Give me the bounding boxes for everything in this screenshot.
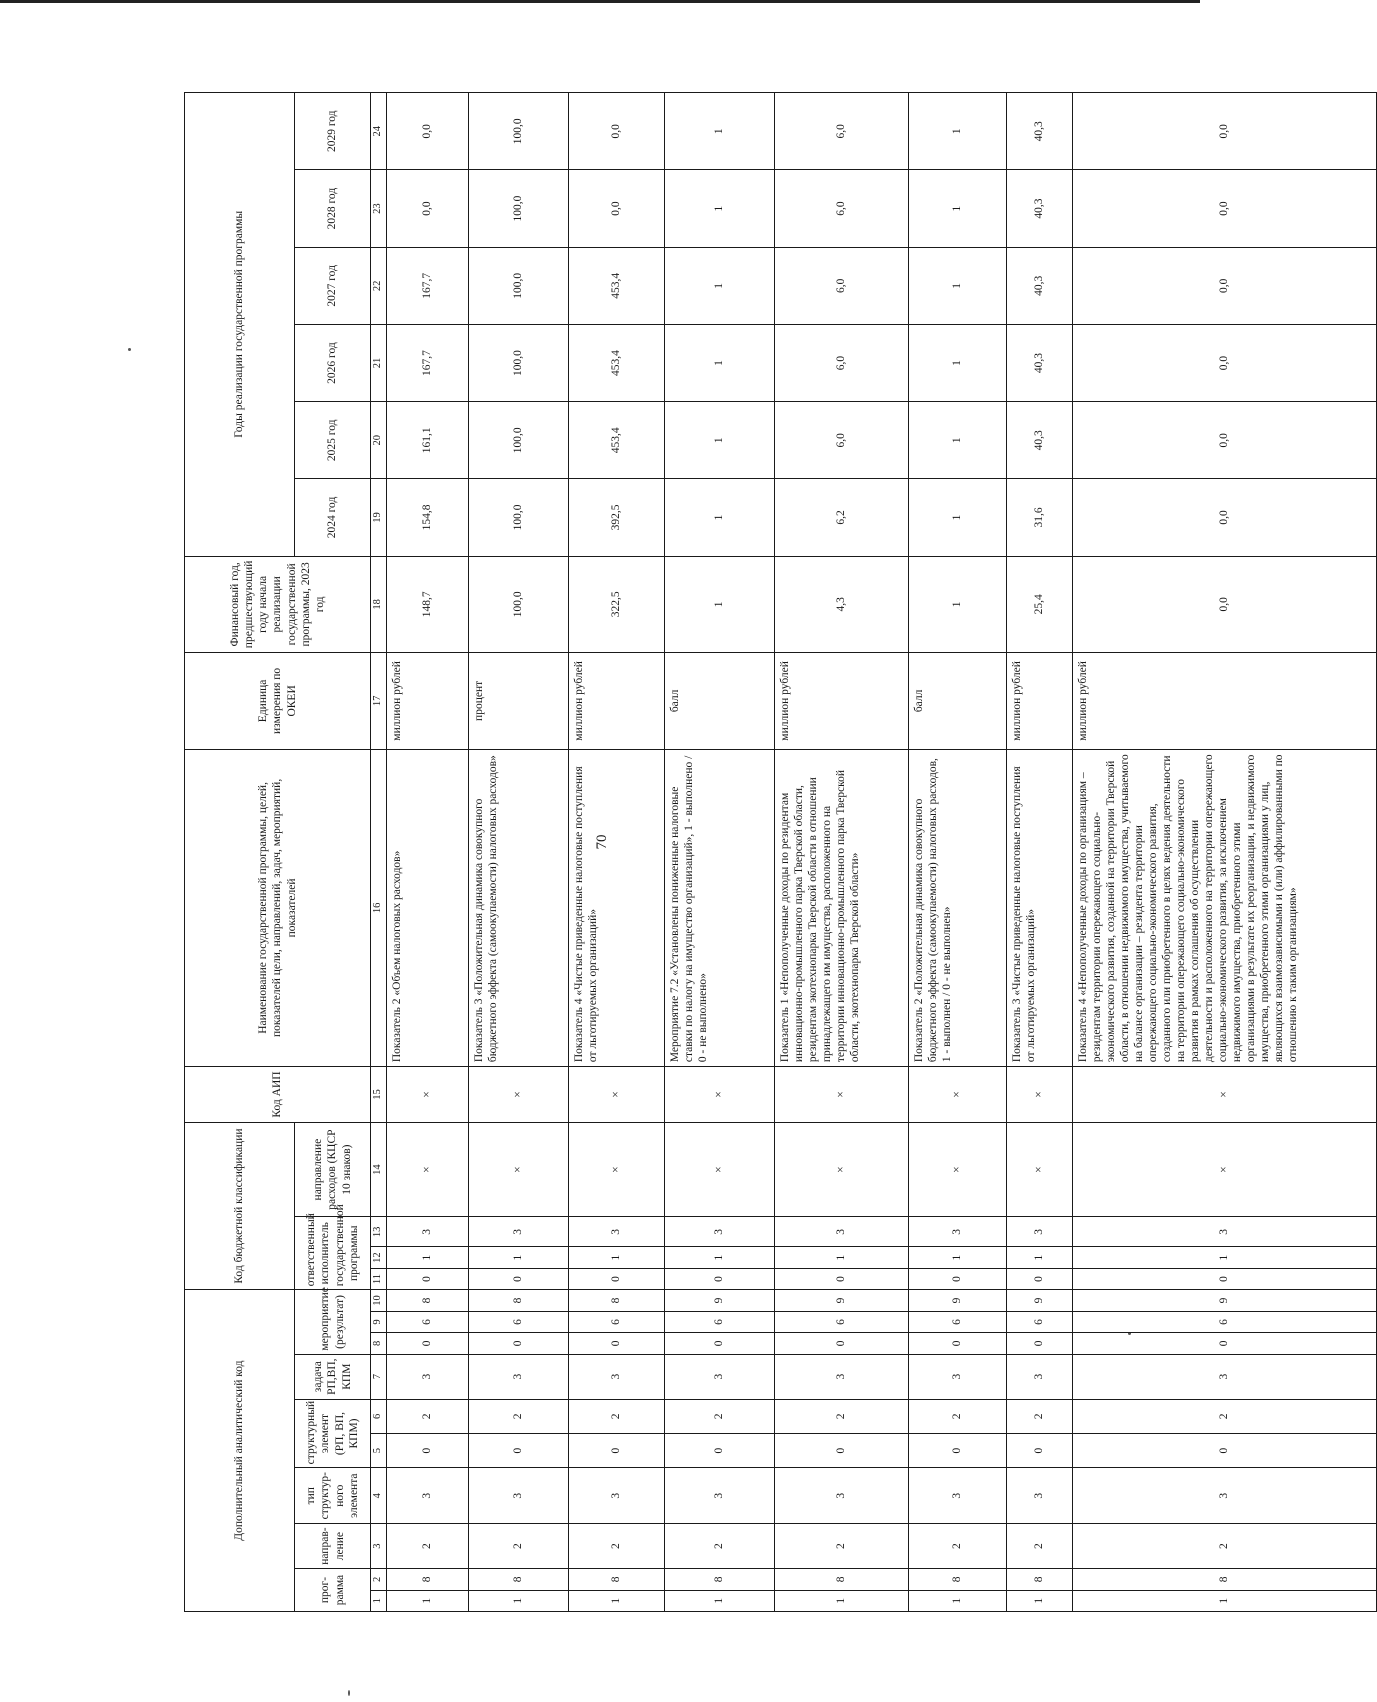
code-digit-cell: 3 xyxy=(1006,1354,1072,1399)
code-digit-cell: 1 xyxy=(664,1590,774,1611)
base-year-value-cell: 322,5 xyxy=(568,556,664,653)
unit-cell: миллион рублей xyxy=(568,653,664,750)
aip-code-cell: × xyxy=(664,1067,774,1123)
year-value-cell: 31,6 xyxy=(1006,479,1072,556)
column-number-cell: 9 xyxy=(371,1311,387,1332)
year-value-cell: 40,3 xyxy=(1006,402,1072,479)
aip-code-cell: × xyxy=(568,1067,664,1123)
code-digit-cell: 8 xyxy=(664,1569,774,1590)
column-number-cell: 20 xyxy=(371,402,387,479)
base-year-value-cell: 25,4 xyxy=(1006,556,1072,653)
header-year-2026: 2026 год xyxy=(295,324,371,401)
code-digit-cell: 1 xyxy=(908,1247,1006,1268)
code-digit-cell: 3 xyxy=(386,1468,468,1524)
year-value-cell: 0,0 xyxy=(1072,93,1376,171)
header-unit: Единица измерения по ОКЕИ xyxy=(185,653,371,750)
code-digit-cell: 6 xyxy=(664,1311,774,1332)
base-year-value-cell: 100,0 xyxy=(468,556,568,653)
code-digit-cell: 3 xyxy=(908,1217,1006,1247)
table-row xyxy=(568,93,664,1612)
year-value-cell: 6,0 xyxy=(774,402,908,479)
year-value-cell: 0,0 xyxy=(1072,402,1376,479)
code-digit-cell: 3 xyxy=(774,1354,908,1399)
column-number-cell: 3 xyxy=(371,1524,387,1569)
aip-code-cell: × xyxy=(1072,1067,1376,1123)
column-number-cell: 2 xyxy=(371,1569,387,1590)
code-digit-cell: 9 xyxy=(1006,1290,1072,1312)
code-digit-cell: 1 xyxy=(1072,1590,1376,1611)
code-digit-cell: 6 xyxy=(1006,1311,1072,1332)
year-value-cell: 167,7 xyxy=(386,324,468,401)
column-number-cell: 21 xyxy=(371,324,387,401)
code-digit-cell: 0 xyxy=(1006,1434,1072,1468)
code-digit-cell: 1 xyxy=(386,1247,468,1268)
code-digit-cell: 0 xyxy=(774,1434,908,1468)
header-additional-code: Дополнительный аналитический код xyxy=(185,1290,295,1612)
aip-code-cell: × xyxy=(1006,1067,1072,1123)
code-digit-cell: 8 xyxy=(386,1569,468,1590)
code-digit-cell: 1 xyxy=(468,1590,568,1611)
code-digit-cell: 8 xyxy=(468,1290,568,1312)
year-value-cell: 392,5 xyxy=(568,479,664,556)
year-value-cell: 40,3 xyxy=(1006,93,1072,171)
code-digit-cell: 0 xyxy=(568,1333,664,1354)
column-number-cell: 10 xyxy=(371,1290,387,1312)
code-digit-cell: 6 xyxy=(908,1311,1006,1332)
header-name: Наименование государственной программы, целей, показателей цели, направлений, задач, мероприятий, показателей xyxy=(185,749,371,1066)
code-digit-cell: 2 xyxy=(774,1399,908,1433)
year-value-cell: 100,0 xyxy=(468,479,568,556)
base-year-value-cell: 4,3 xyxy=(774,556,908,653)
table-row xyxy=(468,93,568,1612)
budget-table xyxy=(184,92,1377,1612)
header-structural-element: структурный элемент (РП, ВП, КПМ) xyxy=(295,1399,371,1468)
indicator-name-cell: Мероприятие 7.2 «Установлены пониженные налоговые ставки по налогу на имущество организаций», 1 - выполнено / 0 - не выполнено» xyxy=(664,749,774,1066)
code-digit-cell: 3 xyxy=(386,1217,468,1247)
base-year-value-cell: 0,0 xyxy=(1072,556,1376,653)
code-digit-cell: 1 xyxy=(386,1590,468,1611)
code-digit-cell: 6 xyxy=(774,1311,908,1332)
column-number-cell: 14 xyxy=(371,1122,387,1216)
year-value-cell: 1 xyxy=(664,402,774,479)
year-value-cell: 1 xyxy=(664,170,774,247)
indicator-name-cell: Показатель 2 «Положительная динамика совокупного бюджетного эффекта (самоокупаемости) налоговых расходов, 1 - выполнен / 0 - не выполнен» xyxy=(908,749,1006,1066)
aip-code-cell: × xyxy=(468,1067,568,1123)
code-digit-cell: 2 xyxy=(468,1399,568,1433)
code-digit-cell: 0 xyxy=(568,1268,664,1289)
indicator-name-cell: Показатель 4 «Непополученные доходы по организациям – резидентам территории опережающего социально-экономического развития, созданной на территории Тверской области, в отношении недвижимого имущества, учитываемого на балансе организации – резидента территории опережающего социально-экономического развития, созданного или приобретенного в целях ведения деятельности на территории опережающего социально-экономического развития в рамках соглашения об осуществлении деятельности и расположенного на территории опережающего социально-экономического развития, за исключением недвижимого имущества, приобретенного этими организациями в результате их реорганизации, и недвижимого имущества, приобретенного этими организациями у лиц, являющихся взаимозависимыми и (или) аффилированными по отношению к таким организациям» xyxy=(1072,749,1376,1066)
base-year-value-cell: 1 xyxy=(908,556,1006,653)
rotated-table-wrapper xyxy=(184,92,1300,1612)
year-value-cell: 167,7 xyxy=(386,247,468,324)
header-aip: Код АИП xyxy=(185,1067,371,1123)
code-digit-cell: 2 xyxy=(1006,1524,1072,1569)
code-digit-cell: 2 xyxy=(568,1399,664,1433)
code-digit-cell: 3 xyxy=(908,1354,1006,1399)
unit-cell: балл xyxy=(664,653,774,750)
year-value-cell: 6,0 xyxy=(774,170,908,247)
year-value-cell: 1 xyxy=(908,402,1006,479)
header-budget-code: Код бюджетной классификации xyxy=(185,1122,295,1289)
year-value-cell: 100,0 xyxy=(468,93,568,171)
header-years-group: Годы реализации государственной программы xyxy=(185,93,295,557)
code-digit-cell: 3 xyxy=(664,1468,774,1524)
header-event: мероприятие (результат) xyxy=(295,1290,371,1354)
code-digit-cell: 3 xyxy=(1006,1468,1072,1524)
code-digit-cell: 0 xyxy=(568,1434,664,1468)
aip-code-cell: × xyxy=(908,1067,1006,1123)
column-number-cell: 1 xyxy=(371,1590,387,1611)
code-digit-cell: 9 xyxy=(1072,1290,1376,1312)
code-digit-cell: 3 xyxy=(774,1217,908,1247)
code-digit-cell: 3 xyxy=(908,1468,1006,1524)
code-digit-cell: 0 xyxy=(664,1268,774,1289)
code-digit-cell: 3 xyxy=(568,1354,664,1399)
header-executor: ответственный исполнитель государственной программы xyxy=(295,1217,371,1290)
year-value-cell: 453,4 xyxy=(568,247,664,324)
unit-cell: миллион рублей xyxy=(386,653,468,750)
table-row xyxy=(386,93,468,1612)
code-digit-cell: 0 xyxy=(1072,1268,1376,1289)
header-program: прог-рамма xyxy=(295,1569,371,1612)
code-digit-cell: 2 xyxy=(774,1524,908,1569)
code-digit-cell: 1 xyxy=(1006,1247,1072,1268)
code-digit-cell: 8 xyxy=(568,1569,664,1590)
indicator-name-cell: Показатель 1 «Непополученные доходы по резидентам инновационно-промышленного парка Тверской области, резидентам экотехнопарка Тверской области в отношении принадлежащего им имущества, расположенного на территории инновационно-промышленного парка Тверской области, экотехнопарка Тверской области» xyxy=(774,749,908,1066)
column-number-cell: 8 xyxy=(371,1333,387,1354)
indicator-name-cell: Показатель 4 «Чистые приведенные налоговые поступления от льготируемых организаций» xyxy=(568,749,664,1066)
year-value-cell: 0,0 xyxy=(1072,324,1376,401)
header-year-2024: 2024 год xyxy=(295,479,371,556)
code-digit-cell: 1 xyxy=(468,1247,568,1268)
year-value-cell: 40,3 xyxy=(1006,247,1072,324)
code-digit-cell: 0 xyxy=(664,1434,774,1468)
year-value-cell: 1 xyxy=(908,324,1006,401)
unit-cell: процент xyxy=(468,653,568,750)
year-value-cell: 453,4 xyxy=(568,324,664,401)
expense-direction-cell: × xyxy=(386,1122,468,1216)
code-digit-cell: 0 xyxy=(1072,1434,1376,1468)
column-number-cell: 17 xyxy=(371,653,387,750)
code-digit-cell: 1 xyxy=(774,1247,908,1268)
indicator-name-cell: Показатель 3 «Чистые приведенные налоговые поступления от льготируемых организаций» xyxy=(1006,749,1072,1066)
code-digit-cell: 6 xyxy=(468,1311,568,1332)
code-digit-cell: 3 xyxy=(664,1217,774,1247)
column-number-cell: 11 xyxy=(371,1268,387,1289)
code-digit-cell: 8 xyxy=(1006,1569,1072,1590)
code-digit-cell: 3 xyxy=(468,1468,568,1524)
scan-top-border xyxy=(0,0,1200,3)
expense-direction-cell: × xyxy=(1072,1122,1376,1216)
header-year-2029: 2029 год xyxy=(295,93,371,171)
year-value-cell: 100,0 xyxy=(468,402,568,479)
code-digit-cell: 2 xyxy=(1072,1399,1376,1433)
year-value-cell: 1 xyxy=(908,93,1006,171)
year-value-cell: 40,3 xyxy=(1006,170,1072,247)
expense-direction-cell: × xyxy=(664,1122,774,1216)
code-digit-cell: 3 xyxy=(1072,1468,1376,1524)
header-row-numbers xyxy=(371,93,387,1612)
header-element-type: тип структур-ного элемента xyxy=(295,1468,371,1524)
code-digit-cell: 1 xyxy=(1072,1247,1376,1268)
indicator-name-cell: Показатель 2 «Объем налоговых расходов» xyxy=(386,749,468,1066)
code-digit-cell: 1 xyxy=(908,1590,1006,1611)
code-digit-cell: 3 xyxy=(568,1468,664,1524)
year-value-cell: 0,0 xyxy=(568,93,664,171)
code-digit-cell: 0 xyxy=(386,1434,468,1468)
expense-direction-cell: × xyxy=(568,1122,664,1216)
column-number-cell: 6 xyxy=(371,1399,387,1433)
scan-speck xyxy=(128,348,131,351)
base-year-value-cell: 148,7 xyxy=(386,556,468,653)
table-row xyxy=(1006,93,1072,1612)
code-digit-cell: 0 xyxy=(468,1434,568,1468)
page-number: 70 xyxy=(594,834,610,850)
expense-direction-cell: × xyxy=(774,1122,908,1216)
code-digit-cell: 8 xyxy=(568,1290,664,1312)
unit-cell: миллион рублей xyxy=(1072,653,1376,750)
year-value-cell: 1 xyxy=(908,247,1006,324)
aip-code-cell: × xyxy=(774,1067,908,1123)
header-year-2028: 2028 год xyxy=(295,170,371,247)
year-value-cell: 1 xyxy=(908,170,1006,247)
year-value-cell: 1 xyxy=(664,93,774,171)
code-digit-cell: 3 xyxy=(664,1354,774,1399)
code-digit-cell: 2 xyxy=(908,1399,1006,1433)
header-direction: направ-ление xyxy=(295,1524,371,1569)
table-row xyxy=(908,93,1006,1612)
year-value-cell: 0,0 xyxy=(1072,479,1376,556)
year-value-cell: 1 xyxy=(664,247,774,324)
code-digit-cell: 0 xyxy=(468,1333,568,1354)
column-number-cell: 7 xyxy=(371,1354,387,1399)
year-value-cell: 154,8 xyxy=(386,479,468,556)
code-digit-cell: 0 xyxy=(1072,1333,1376,1354)
code-digit-cell: 1 xyxy=(774,1590,908,1611)
code-digit-cell: 2 xyxy=(1072,1524,1376,1569)
code-digit-cell: 8 xyxy=(1072,1569,1376,1590)
code-digit-cell: 3 xyxy=(386,1354,468,1399)
year-value-cell: 1 xyxy=(664,479,774,556)
column-number-cell: 18 xyxy=(371,556,387,653)
year-value-cell: 6,0 xyxy=(774,247,908,324)
year-value-cell: 6,0 xyxy=(774,324,908,401)
table-row xyxy=(664,93,774,1612)
unit-cell: миллион рублей xyxy=(1006,653,1072,750)
code-digit-cell: 0 xyxy=(774,1268,908,1289)
header-row-groups xyxy=(185,93,295,1612)
code-digit-cell: 8 xyxy=(386,1290,468,1312)
year-value-cell: 0,0 xyxy=(386,93,468,171)
code-digit-cell: 2 xyxy=(468,1524,568,1569)
code-digit-cell: 0 xyxy=(386,1333,468,1354)
year-value-cell: 100,0 xyxy=(468,247,568,324)
column-number-cell: 24 xyxy=(371,93,387,171)
code-digit-cell: 1 xyxy=(664,1247,774,1268)
code-digit-cell: 1 xyxy=(568,1247,664,1268)
code-digit-cell: 6 xyxy=(1072,1311,1376,1332)
year-value-cell: 0,0 xyxy=(1072,247,1376,324)
code-digit-cell: 0 xyxy=(1006,1268,1072,1289)
code-digit-cell: 0 xyxy=(1006,1333,1072,1354)
year-value-cell: 161,1 xyxy=(386,402,468,479)
code-digit-cell: 0 xyxy=(908,1268,1006,1289)
year-value-cell: 1 xyxy=(908,479,1006,556)
code-digit-cell: 3 xyxy=(1006,1217,1072,1247)
unit-cell: балл xyxy=(908,653,1006,750)
code-digit-cell: 0 xyxy=(908,1333,1006,1354)
base-year-value-cell: 1 xyxy=(664,556,774,653)
code-digit-cell: 1 xyxy=(568,1590,664,1611)
column-number-cell: 12 xyxy=(371,1247,387,1268)
table-row xyxy=(1072,93,1376,1612)
code-digit-cell: 3 xyxy=(774,1468,908,1524)
code-digit-cell: 2 xyxy=(386,1524,468,1569)
year-value-cell: 100,0 xyxy=(468,324,568,401)
code-digit-cell: 9 xyxy=(664,1290,774,1312)
code-digit-cell: 0 xyxy=(386,1268,468,1289)
year-value-cell: 453,4 xyxy=(568,402,664,479)
column-number-cell: 13 xyxy=(371,1217,387,1247)
code-digit-cell: 0 xyxy=(908,1434,1006,1468)
code-digit-cell: 2 xyxy=(908,1524,1006,1569)
expense-direction-cell: × xyxy=(468,1122,568,1216)
header-expense-direction: направление расходов (КЦСР 10 знаков) xyxy=(295,1122,371,1216)
code-digit-cell: 2 xyxy=(386,1399,468,1433)
year-value-cell: 6,2 xyxy=(774,479,908,556)
year-value-cell: 100,0 xyxy=(468,170,568,247)
code-digit-cell: 3 xyxy=(468,1354,568,1399)
column-number-cell: 4 xyxy=(371,1468,387,1524)
code-digit-cell: 2 xyxy=(664,1524,774,1569)
column-number-cell: 22 xyxy=(371,247,387,324)
code-digit-cell: 0 xyxy=(774,1333,908,1354)
aip-code-cell: × xyxy=(386,1067,468,1123)
table-row xyxy=(774,93,908,1612)
code-digit-cell: 8 xyxy=(468,1569,568,1590)
code-digit-cell: 6 xyxy=(386,1311,468,1332)
year-value-cell: 40,3 xyxy=(1006,324,1072,401)
expense-direction-cell: × xyxy=(908,1122,1006,1216)
expense-direction-cell: × xyxy=(1006,1122,1072,1216)
code-digit-cell: 1 xyxy=(1006,1590,1072,1611)
code-digit-cell: 2 xyxy=(1006,1399,1072,1433)
column-number-cell: 16 xyxy=(371,749,387,1066)
unit-cell: миллион рублей xyxy=(774,653,908,750)
header-year-2027: 2027 год xyxy=(295,247,371,324)
code-digit-cell: 9 xyxy=(774,1290,908,1312)
header-task: задача РП,ВП, КПМ xyxy=(295,1354,371,1399)
header-year-2025: 2025 год xyxy=(295,402,371,479)
scan-speck xyxy=(348,1690,350,1696)
code-digit-cell: 3 xyxy=(1072,1217,1376,1247)
code-digit-cell: 3 xyxy=(468,1217,568,1247)
code-digit-cell: 0 xyxy=(468,1268,568,1289)
year-value-cell: 1 xyxy=(664,324,774,401)
code-digit-cell: 0 xyxy=(664,1333,774,1354)
header-base-year: Финансовый год, предшествующий году начала реализации государственной программы, 2023 год xyxy=(185,556,371,653)
code-digit-cell: 6 xyxy=(568,1311,664,1332)
column-number-cell: 19 xyxy=(371,479,387,556)
year-value-cell: 0,0 xyxy=(386,170,468,247)
code-digit-cell: 2 xyxy=(664,1399,774,1433)
code-digit-cell: 3 xyxy=(568,1217,664,1247)
code-digit-cell: 2 xyxy=(568,1524,664,1569)
code-digit-cell: 9 xyxy=(908,1290,1006,1312)
indicator-name-cell: Показатель 3 «Положительная динамика совокупного бюджетного эффекта (самоокупаемости) налоговых расходов» xyxy=(468,749,568,1066)
year-value-cell: 0,0 xyxy=(568,170,664,247)
year-value-cell: 0,0 xyxy=(1072,170,1376,247)
code-digit-cell: 8 xyxy=(774,1569,908,1590)
code-digit-cell: 8 xyxy=(908,1569,1006,1590)
column-number-cell: 23 xyxy=(371,170,387,247)
column-number-cell: 5 xyxy=(371,1434,387,1468)
code-digit-cell: 3 xyxy=(1072,1354,1376,1399)
column-number-cell: 15 xyxy=(371,1067,387,1123)
year-value-cell: 6,0 xyxy=(774,93,908,171)
